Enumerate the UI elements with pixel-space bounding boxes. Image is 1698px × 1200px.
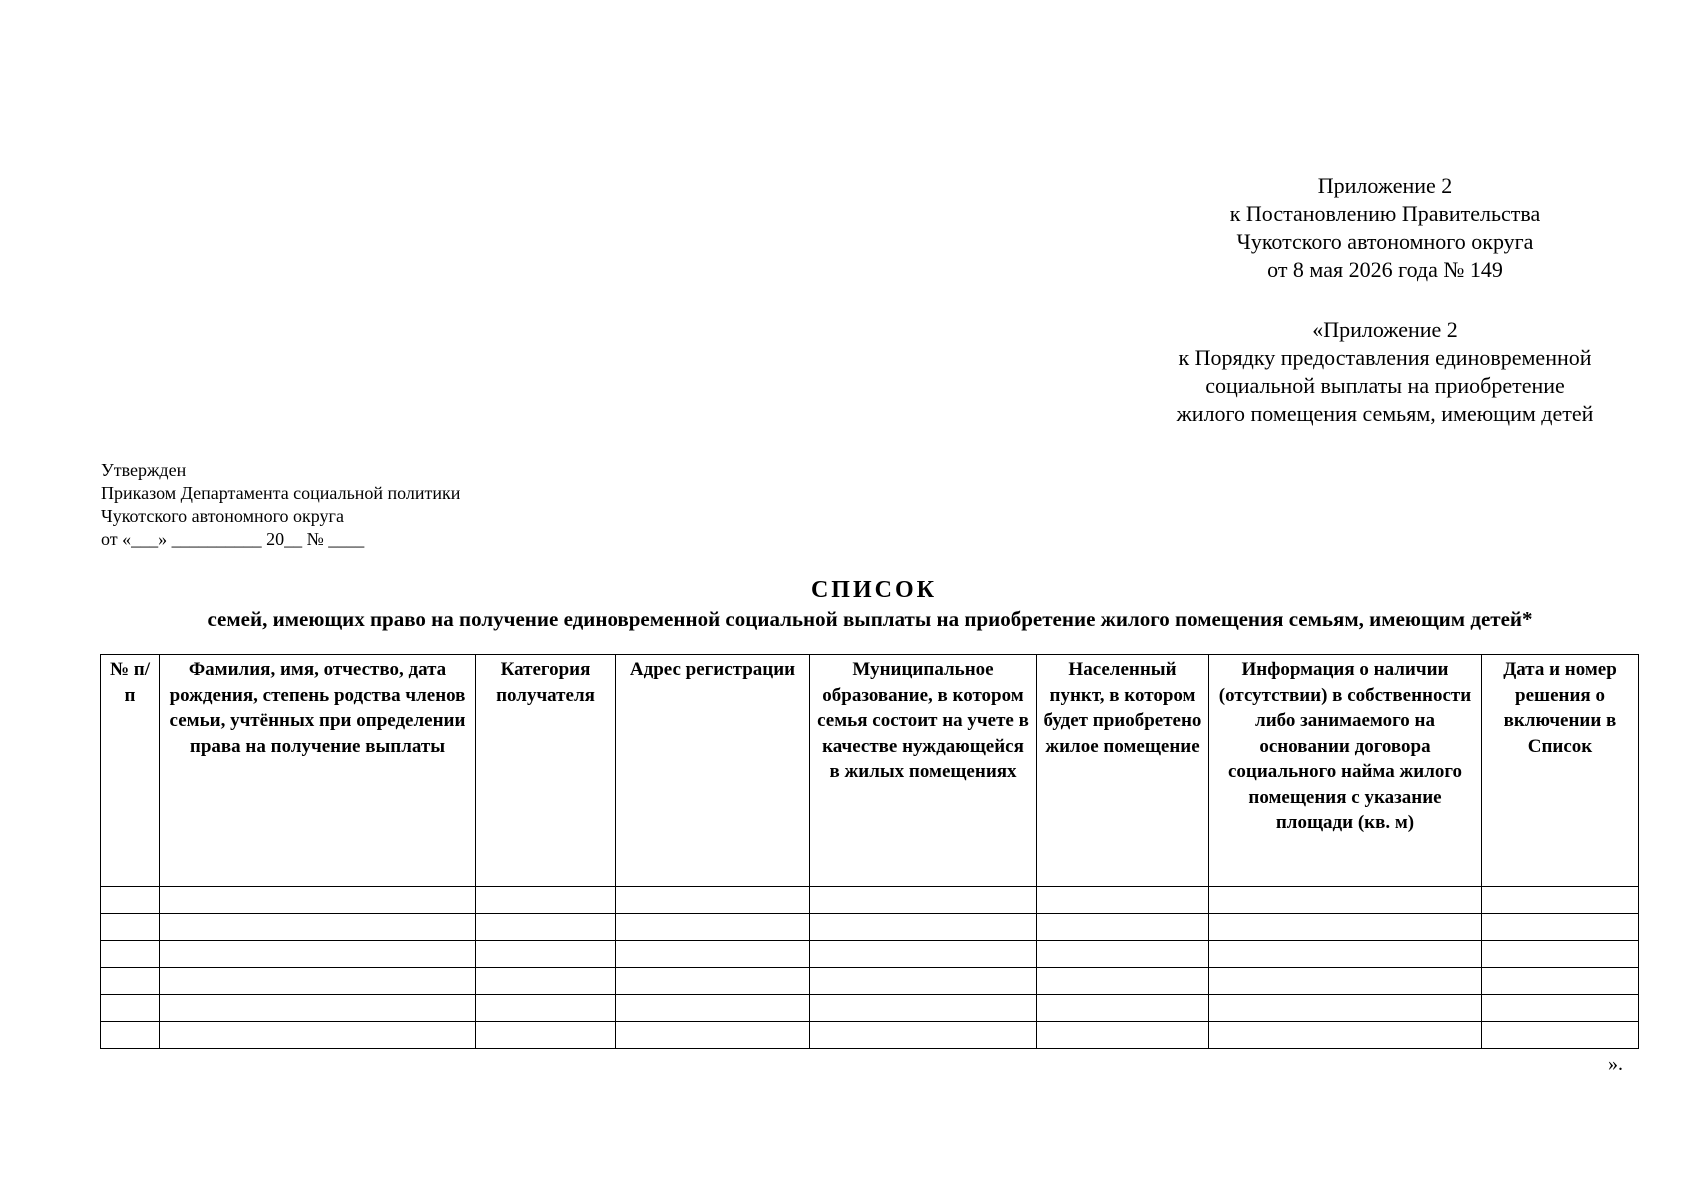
- table-cell: [810, 941, 1037, 968]
- table-cell: [616, 968, 810, 995]
- appendix-2-line: социальной выплаты на приобретение: [1205, 373, 1565, 398]
- table-cell: [810, 995, 1037, 1022]
- column-header: Населенный пункт, в котором будет приобретено жилое помещение: [1037, 655, 1209, 887]
- table-cell: [1037, 1022, 1209, 1049]
- approval-line: Утвержден: [101, 460, 187, 480]
- table-cell: [101, 968, 160, 995]
- table-cell: [810, 887, 1037, 914]
- column-header: Муниципальное образование, в котором семья состоит на учете в качестве нуждающейся в жилых помещениях: [810, 655, 1037, 887]
- table-cell: [1482, 968, 1639, 995]
- table-cell: [160, 1022, 476, 1049]
- column-header: Адрес регистрации: [616, 655, 810, 887]
- table-cell: [101, 1022, 160, 1049]
- table-cell: [101, 941, 160, 968]
- appendix-2-line: жилого помещения семьям, имеющим детей: [1176, 401, 1594, 426]
- table-cell: [160, 968, 476, 995]
- closing-quote: ».: [1608, 1053, 1623, 1075]
- table-cell: [1482, 941, 1639, 968]
- appendix-2-line: к Порядку предоставления единовременной: [1178, 345, 1592, 370]
- table-cell: [616, 887, 810, 914]
- table-cell: [1037, 941, 1209, 968]
- column-header: Дата и номер решения о включении в Список: [1482, 655, 1639, 887]
- table-cell: [101, 887, 160, 914]
- table-cell: [476, 914, 616, 941]
- table-row: [101, 1022, 1639, 1049]
- table-cell: [160, 887, 476, 914]
- approval-line: от «___» __________ 20__ № ____: [101, 529, 365, 549]
- table-cell: [810, 1022, 1037, 1049]
- appendix-header-resolution: [1140, 172, 1630, 284]
- appendix-1-line: Чукотского автономного округа: [1236, 229, 1534, 254]
- table-row: [101, 995, 1639, 1022]
- table-cell: [616, 1022, 810, 1049]
- table-cell: [101, 914, 160, 941]
- table-header-row: [101, 655, 1639, 887]
- appendix-1-line: к Постановлению Правительства: [1229, 201, 1541, 226]
- table-cell: [1482, 1022, 1639, 1049]
- document-subtitle: семей, имеющих право на получение единовременной социальной выплаты на приобретение жилого помещения семьям, имеющим детей*: [207, 607, 1533, 631]
- table-cell: [1209, 914, 1482, 941]
- table-row: [101, 914, 1639, 941]
- column-header: Информация о наличии (отсутствии) в собственности либо занимаемого на основании договора социального найма жилого помещения с указание площади (кв. м): [1209, 655, 1482, 887]
- table-row: [101, 887, 1639, 914]
- appendix-1-line: Приложение 2: [1317, 173, 1453, 198]
- column-header: Фамилия, имя, отчество, дата рождения, степень родства членов семьи, учтённых при определении права на получение выплаты: [160, 655, 476, 887]
- table-cell: [616, 914, 810, 941]
- table-cell: [616, 941, 810, 968]
- approval-line: Приказом Департамента социальной политики: [101, 483, 461, 503]
- table-cell: [1209, 968, 1482, 995]
- table-row: [101, 941, 1639, 968]
- column-header: № п/п: [101, 655, 160, 887]
- appendix-2-line: «Приложение 2: [1312, 317, 1458, 342]
- table-cell: [1037, 914, 1209, 941]
- table-cell: [1209, 1022, 1482, 1049]
- appendix-header-procedure: [1105, 316, 1665, 428]
- table-cell: [1209, 887, 1482, 914]
- table-row: [101, 968, 1639, 995]
- table-cell: [160, 995, 476, 1022]
- table-cell: [476, 887, 616, 914]
- table-cell: [476, 941, 616, 968]
- table-cell: [1037, 968, 1209, 995]
- table-cell: [1482, 995, 1639, 1022]
- table-cell: [160, 941, 476, 968]
- document-title: СПИСОК: [810, 577, 938, 603]
- table-cell: [1037, 887, 1209, 914]
- table-cell: [1037, 995, 1209, 1022]
- table-cell: [160, 914, 476, 941]
- table-cell: [476, 1022, 616, 1049]
- table-cell: [476, 995, 616, 1022]
- families-list-table: [100, 654, 1639, 1049]
- column-header: Категория получателя: [476, 655, 616, 887]
- table-cell: [1209, 995, 1482, 1022]
- table-cell: [1482, 914, 1639, 941]
- table-cell: [616, 995, 810, 1022]
- table-cell: [1482, 887, 1639, 914]
- approval-line: Чукотского автономного округа: [101, 506, 344, 526]
- table-cell: [1209, 941, 1482, 968]
- table-cell: [476, 968, 616, 995]
- table-cell: [101, 995, 160, 1022]
- table-cell: [810, 968, 1037, 995]
- approval-block: [101, 459, 460, 551]
- appendix-1-line: от 8 мая 2026 года № 149: [1267, 257, 1503, 282]
- table-cell: [810, 914, 1037, 941]
